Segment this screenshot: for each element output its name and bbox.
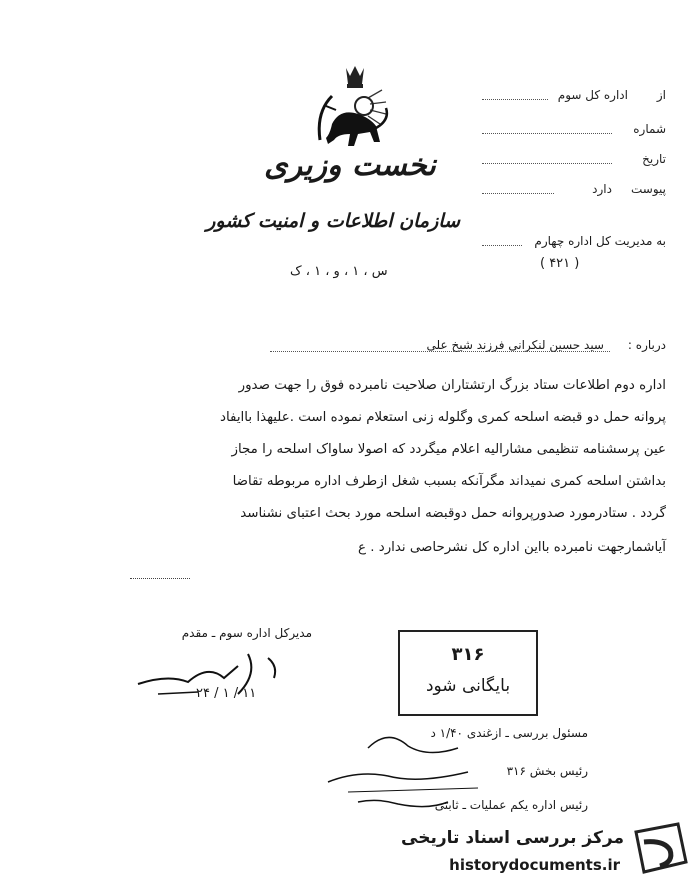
attachment-label: پیوست [631, 182, 666, 196]
body-line: پروانه حمل دو قبضه اسلحه کمری وگلوله زنی استعلام نموده است .علیهذا باایفاد [220, 410, 666, 425]
attachment-dotted-line [482, 192, 554, 194]
from-dotted-line [482, 98, 548, 100]
reference-code: س ، ۱ ، و ، ۱ ، ک [290, 264, 388, 279]
section-chief-line: رئیس بخش ۳۱۶ [506, 764, 588, 778]
lion-and-sun-emblem [310, 62, 400, 162]
subject-dotted-line [270, 350, 610, 352]
organization-title: سازمان اطلاعات و امنیت کشور [206, 210, 460, 232]
operations-chief-line: رئیس اداره یکم عملیات ـ ثابتی [434, 798, 588, 812]
from-value: اداره کل سوم [557, 88, 628, 102]
recipient-line: به مدیریت کل اداره چهارم [534, 234, 666, 248]
attachment-value: دارد [592, 182, 612, 196]
number-label: شماره [633, 122, 666, 136]
director-signature-date: ۲۴ / ۱ / ۱۱ [196, 686, 257, 701]
body-dotted-line [130, 578, 190, 579]
agency-title: نخست وزیری [264, 148, 436, 183]
footer-title: مرکز بررسی اسناد تاریخی [401, 828, 624, 848]
body-line: عین پرسشنامه تنظیمی مشارالیه اعلام میگردد که اصولا ساواک اسلحه را مجاز [231, 442, 666, 457]
director-signature-title: مدیرکل اداره سوم ـ مقدم [181, 626, 312, 640]
handwritten-initials-scribble [318, 718, 498, 818]
date-dotted-line [482, 162, 612, 164]
stamp-text: بایگانی شود [425, 676, 511, 696]
archive-stamp [398, 630, 538, 716]
body-line: بداشتن اسلحه کمری نمیداند مگرآنکه بسبب شغل ازطرف اداره مربوطه تقاضا [232, 474, 666, 489]
subject-label: درباره : [627, 338, 666, 352]
body-line: گردد . ستادرمورد صدورپروانه حمل دوقبضه اسلحه مورد بحث اعتبای نشناسد [240, 506, 666, 521]
body-line: آیاشمارجهت نامبرده بااین اداره کل نشرحاصی ندارد . ع [357, 540, 666, 555]
body-line: اداره دوم اطلاعات ستاد بزرگ ارتشتاران صلاحیت نامبرده فوق را جهت صدور [238, 378, 666, 393]
footer-url: historydocuments.ir [449, 856, 620, 874]
stamp-number: ۳۱۶ [451, 644, 485, 665]
date-label: تاریخ [642, 152, 666, 166]
recipient-dotted-line [482, 244, 522, 246]
number-dotted-line [482, 132, 612, 134]
from-label: از [656, 88, 666, 102]
subject-text: سید حسین لنکرانی فرزند شیخ علی [426, 338, 604, 352]
reference-number: ( ۴۲۱ ) [540, 256, 580, 271]
reviewer-line: مسئول بررسی ـ ازغندی ۱/۴۰ د [430, 726, 588, 740]
archive-logo-icon [630, 822, 692, 880]
